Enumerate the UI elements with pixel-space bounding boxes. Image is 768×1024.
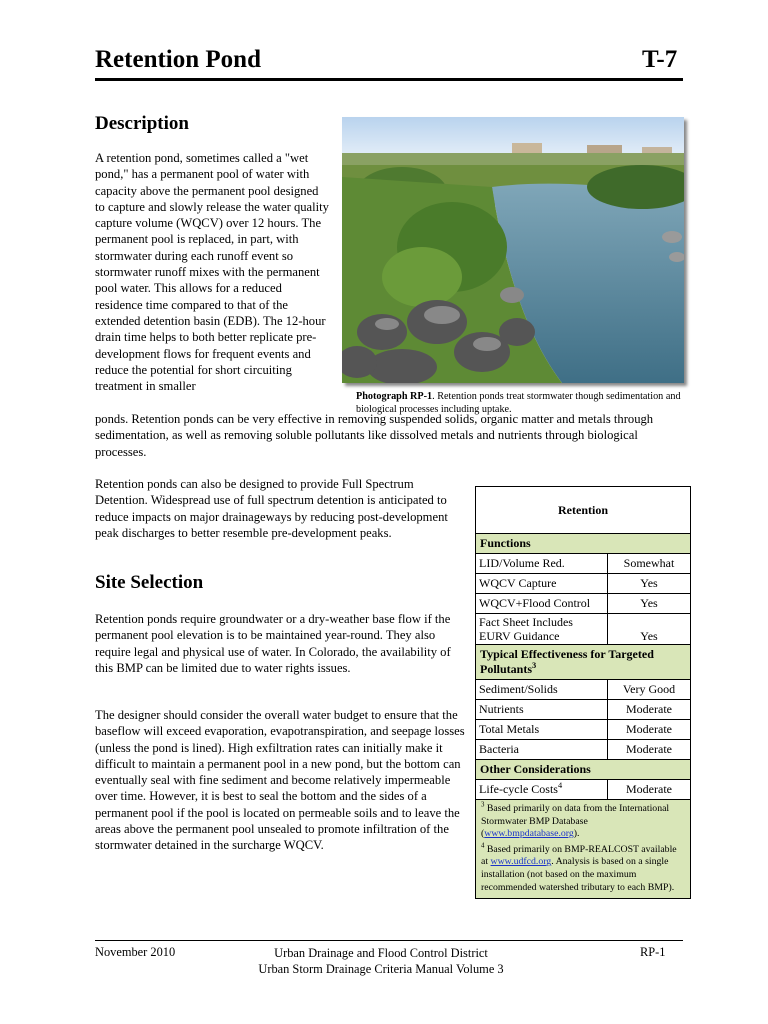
description-paragraph-2: Retention ponds can also be designed to provide Full Spectrum Detention. Widespread use of full spectrum detention is anticipated to reduce impacts on major drainageways by reducing post-development peak discharges to better resemble pre-development peaks. bbox=[95, 477, 448, 540]
table-row: Bacteria Moderate bbox=[476, 739, 690, 759]
site-selection-paragraph-1: Retention ponds require groundwater or a dry-weather base flow if the permanent pool elevation is to be maintained year-round. They also require legal and physical use of water. In Colorado, the availability of this BMP can be limited due to water rights issues. bbox=[95, 612, 451, 675]
table-row: LID/Volume Red. Somewhat bbox=[476, 553, 690, 573]
caption-label: Photograph RP-1 bbox=[356, 391, 433, 402]
other-considerations-section: Other Considerations bbox=[476, 760, 690, 779]
footer-org: Urban Drainage and Flood Control District bbox=[274, 946, 488, 960]
bmp-summary-table bbox=[475, 486, 691, 899]
footer-center bbox=[236, 945, 526, 977]
description-paragraph-top: A retention pond, sometimes called a "wet pond," has a permanent pool of water with capacity above the permanent pool designed to capture and slowly release the water quality capture volume (WQCV) over 12 hours. The permanent pool is replaced, in part, with stormwater during each runoff event so stormwater runoff mixes with the permanent pool water. This allows for a reduced residence time compared to that of the extended detention basin (EDB). The 12-hour drain time helps to both better replicate pre-development flows for frequent events and reduce the potential for short circuiting treatment in smaller bbox=[95, 151, 329, 394]
table-row: WQCV Capture Yes bbox=[476, 573, 690, 593]
footer-manual: Urban Storm Drainage Criteria Manual Volume 3 bbox=[258, 962, 504, 976]
table-row: Total Metals Moderate bbox=[476, 719, 690, 739]
caption-text: . Retention ponds treat stormwater though sedimentation and biological processes including uptake. bbox=[356, 391, 681, 415]
header-rule bbox=[95, 78, 683, 81]
bmp-database-link[interactable]: www.bmpdatabase.org bbox=[484, 828, 574, 840]
table-title: Retention bbox=[558, 502, 608, 517]
udfcd-link[interactable]: www.udfcd.org bbox=[490, 856, 552, 868]
footer-date: November 2010 bbox=[95, 945, 176, 959]
table-footnotes bbox=[476, 799, 690, 898]
table-row: Nutrients Moderate bbox=[476, 699, 690, 719]
table-row: Sediment/Solids Very Good bbox=[476, 679, 690, 699]
footnote-4: $^4$ Based primarily on BMP-REALCOST available at www.udfcd.org. Analysis is based on a single installation (not based on the maximum recommended watershed tributary to each BMP). bbox=[481, 842, 677, 893]
site-selection-paragraph-2: The designer should consider the overall water budget to ensure that the baseflow will exceed evaporation, evapotranspiration, and seepage losses (unless the pond is lined). High exfiltration rates can initially make it difficult to maintain a permanent pool in a new pond, but the bottom can eventually seal with fine sediment and become relatively impermeable over time. However, it is best to seal the bottom and the sides of a permanent pool if the pool is located on permeable soils and to leave the areas above the permanent pool unsealed to promote infiltration of the stormwater detained in the surcharge WQCV. bbox=[95, 708, 465, 853]
table-row: Life-cycle Costs$^4$ Moderate bbox=[476, 779, 690, 799]
table-row: Fact Sheet Includes EURV Guidance Yes bbox=[476, 613, 690, 644]
footer-rule bbox=[95, 940, 683, 941]
effectiveness-section: Typical Effectiveness for Targeted Pollutants$^3$ bbox=[476, 645, 690, 679]
site-selection-heading: Site Selection bbox=[95, 572, 204, 593]
pond-photo-illustration bbox=[342, 117, 684, 383]
footer-page-number: RP-1 bbox=[640, 945, 666, 959]
retention-pond-photo bbox=[342, 117, 684, 383]
description-heading: Description bbox=[95, 113, 189, 134]
table-row: WQCV+Flood Control Yes bbox=[476, 593, 690, 613]
fact-sheet-code: T-7 bbox=[642, 46, 678, 73]
functions-section: Functions bbox=[476, 534, 690, 553]
description-paragraph-bottom: ponds. Retention ponds can be very effective in removing suspended solids, organic matter and metals through sedimentation, as well as removing soluble pollutants like dissolved metals and nutrients through biological processes. bbox=[95, 412, 654, 459]
page-title: Retention Pond bbox=[95, 46, 261, 73]
footnote-3: $^3$ Based primarily on data from the International Stormwater BMP Database (www.bmpdatabase.org). bbox=[481, 801, 670, 840]
photo-caption bbox=[356, 390, 686, 416]
